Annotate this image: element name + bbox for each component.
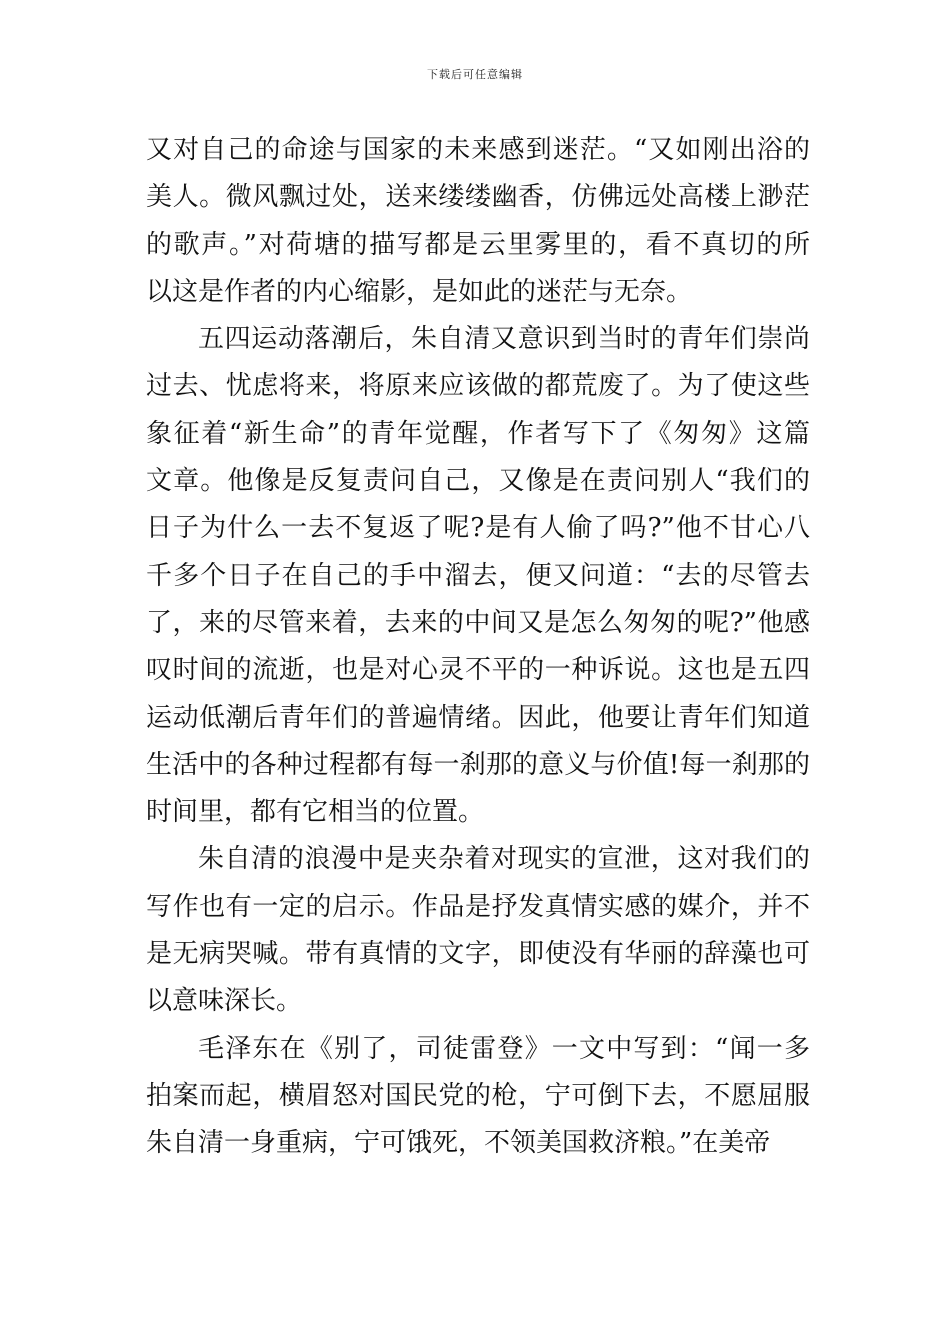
text-line: 叹时间的流逝，也是对心灵不平的一种诉说。这也是五四 <box>146 655 810 686</box>
text-line: 朱自清的浪漫中是夹杂着对现实的宣泄，这对我们的 <box>198 844 810 875</box>
text-line: 写作也有一定的启示。作品是抒发真情实感的媒介，并不 <box>146 891 810 922</box>
text-line: 毛泽东在《别了，司徒雷登》一文中写到：“闻一多 <box>198 1033 810 1064</box>
text-line: 是无病哭喊。带有真情的文字，即使没有华丽的辞藻也可 <box>146 939 810 970</box>
page-header: 下载后可任意编辑 <box>427 68 523 81</box>
paragraph <box>146 316 810 836</box>
text-line: 美人。微风飘过处，送来缕缕幽香，仿佛远处高楼上渺茫 <box>146 182 810 213</box>
text-line: 拍案而起，横眉怒对国民党的枪，宁可倒下去，不愿屈服 <box>146 1080 810 1111</box>
text-line: 以这是作者的内心缩影，是如此的迷茫与无奈。 <box>146 276 693 307</box>
paragraph <box>146 836 810 1025</box>
text-line: 象征着“新生命”的青年觉醒，作者写下了《匆匆》这篇 <box>146 418 810 449</box>
text-line: 日子为什么一去不复返了呢?是有人偷了吗?”他不甘心八 <box>146 513 810 544</box>
text-line: 的歌声。”对荷塘的描写都是云里雾里的，看不真切的所 <box>146 229 810 260</box>
text-line: 过去、忧虑将来，将原来应该做的都荒废了。为了使这些 <box>146 371 810 402</box>
document-body <box>146 127 810 1168</box>
text-line: 千多个日子在自己的手中溜去，便又问道：“去的尽管去 <box>146 560 810 591</box>
text-line: 朱自清一身重病，宁可饿死，不领美国救济粮。”在美帝 <box>146 1128 771 1159</box>
paragraph <box>146 127 810 316</box>
text-line: 又对自己的命途与国家的未来感到迷茫。“又如刚出浴的 <box>146 135 810 165</box>
text-line: 文章。他像是反复责问自己，又像是在责问别人“我们的 <box>146 466 810 497</box>
text-line: 运动低潮后青年们的普遍情绪。因此，他要让青年们知道 <box>146 702 810 733</box>
text-line: 五四运动落潮后，朱自清又意识到当时的青年们崇尚 <box>198 324 810 355</box>
text-line: 以意味深长。 <box>146 986 303 1017</box>
paragraph <box>146 1026 810 1168</box>
text-line: 时间里，都有它相当的位置。 <box>146 797 485 828</box>
text-line: 了，来的尽管来着，去来的中间又是怎么匆匆的呢?”他感 <box>146 607 810 638</box>
text-line: 生活中的各种过程都有每一刹那的意义与价值!每一刹那的 <box>146 749 810 780</box>
